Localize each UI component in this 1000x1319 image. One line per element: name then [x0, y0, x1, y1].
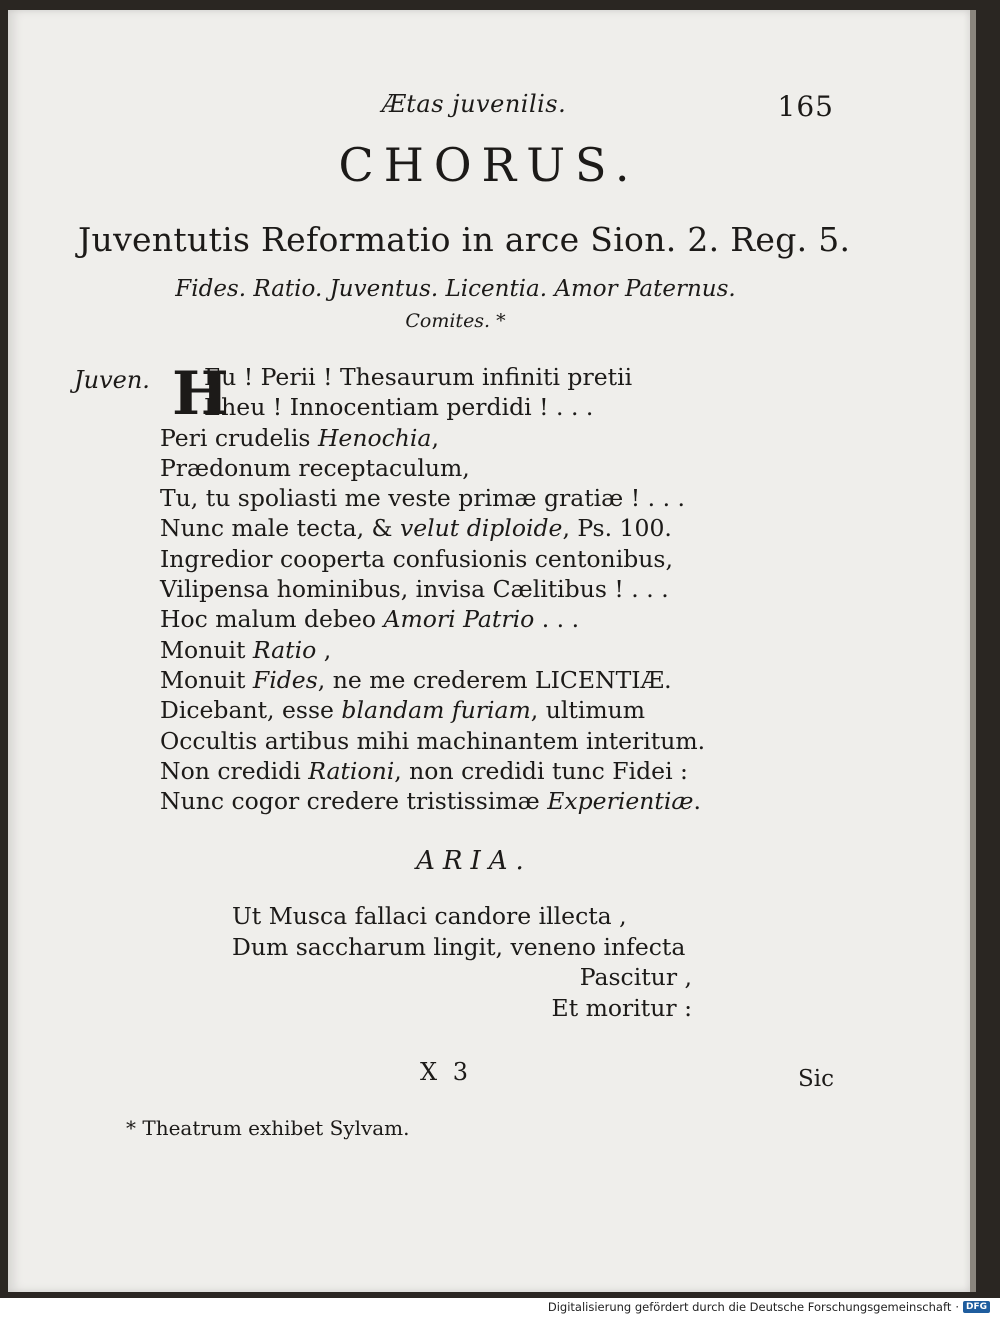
aria-verse [232, 901, 692, 1023]
speaker-label: Juven. [74, 366, 150, 394]
verse-line: Ingredior cooperta confusionis centonibus, [160, 544, 673, 573]
credit-separator: · [955, 1300, 959, 1314]
aria-heading-text: ARIA. [416, 846, 532, 876]
verse-line: Nunc cogor credere tristissimæ Experientiæ. [160, 787, 701, 816]
chapter-subtitle: Juventutis Reformatio in arce Sion. 2. Reg. 5. [78, 220, 851, 259]
verse-line: Occultis artibus mihi machinantem interitum. [160, 726, 706, 755]
chapter-title: CHORUS. [338, 138, 640, 192]
dfg-logo-icon: DFG [963, 1301, 990, 1313]
aria-line: Et moritur : [551, 993, 692, 1022]
cast-list [8, 273, 903, 337]
book-page [8, 10, 970, 1292]
aria-line: Dum saccharum lingit, veneno infecta [232, 932, 686, 961]
drop-capital: H [172, 359, 229, 429]
page-number: 165 [777, 90, 834, 123]
running-head-text: Ætas juvenilis. [381, 90, 567, 118]
verse-line: Eheu ! Innocentiam perdidi ! . . . [204, 393, 594, 422]
catchword: Sic [798, 1066, 834, 1092]
verse-line: Vilipensa hominibus, invisa Cælitibus ! . . . [160, 575, 669, 604]
cast-comites: Comites. * [405, 310, 506, 332]
speech-verse [160, 359, 860, 816]
page-edge [970, 10, 976, 1292]
digitization-credit [548, 1300, 990, 1314]
verse-line: Tu, tu spoliasti me veste primæ gratiæ ! . . . [160, 484, 686, 513]
credit-text: Digitalisierung gefördert durch die Deutsche Forschungsgemeinschaft [547, 1300, 952, 1314]
verse-line: Hoc malum debeo Amori Patrio . . . [160, 605, 580, 634]
cast-characters: Fides. Ratio. Juventus. Licentia. Amor Paternus. [175, 276, 736, 302]
verse-line: Eu ! Perii ! Thesaurum infiniti pretii [204, 363, 633, 391]
verse-line: Monuit Ratio , [160, 635, 332, 664]
verse-line: Peri crudelis Henochia, [160, 423, 439, 452]
aria-heading [8, 846, 970, 876]
footnote: * Theatrum exhibet Sylvam. [126, 1116, 410, 1140]
verse-line: Non credidi Rationi, non credidi tunc Fidei : [160, 756, 688, 785]
aria-line: Ut Musca fallaci candore illecta , [232, 902, 627, 930]
verse-line: Prædonum receptaculum, [160, 453, 470, 482]
verse-line: Nunc male tecta, & velut diploide, Ps. 100. [160, 514, 672, 543]
signature-mark: X 3 [420, 1058, 472, 1086]
verse-line: Monuit Fides, ne me crederem LICENTIÆ. [160, 665, 672, 694]
aria-line: Pascitur , [579, 963, 692, 991]
verse-line: Dicebant, esse blandam furiam, ultimum [160, 696, 646, 725]
